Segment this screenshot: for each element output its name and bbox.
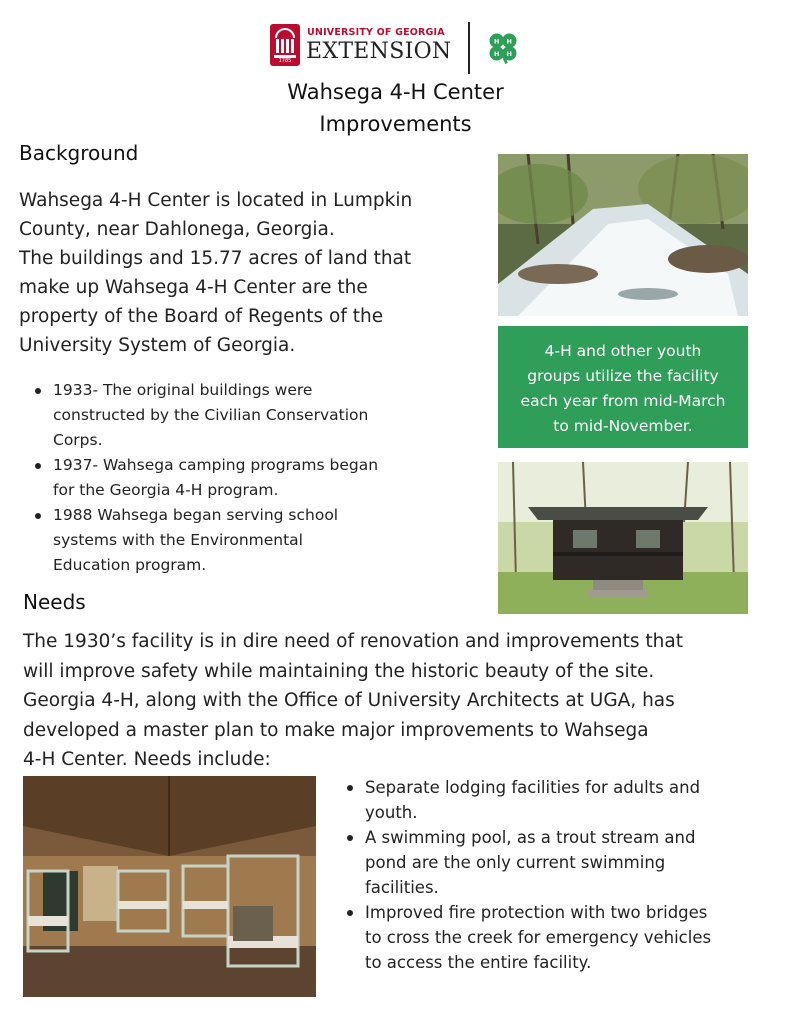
list-item: 1937- Wahsega camping programs began for the Georgia 4-H program. bbox=[29, 453, 469, 503]
callout-line: 4-H and other youth bbox=[544, 342, 702, 360]
university-label: UNIVERSITY OF GEORGIA bbox=[307, 27, 445, 38]
logo-divider bbox=[468, 22, 470, 74]
svg-text:H: H bbox=[506, 51, 512, 58]
callout-line: each year from mid-March bbox=[520, 392, 726, 410]
list-item: 1988 Wahsega began serving school systems with the Environmental Education program. bbox=[29, 503, 469, 578]
needs-heading: Needs bbox=[23, 590, 86, 614]
callout-box bbox=[498, 326, 748, 448]
text-line: developed a master plan to make major improvements to Wahsega bbox=[23, 719, 649, 741]
list-item: Separate lodging facilities for adults and youth. bbox=[341, 775, 781, 825]
extension-label: EXTENSION bbox=[306, 39, 452, 64]
text-line: property of the Board of Regents of the bbox=[19, 306, 384, 327]
title-line: Improvements bbox=[319, 112, 472, 136]
text-line: The 1930’s facility is in dire need of renovation and improvements that bbox=[23, 631, 684, 652]
text-line: will improve safety while maintaining the historic beauty of the site. bbox=[23, 660, 655, 682]
history-list bbox=[29, 378, 469, 578]
callout-line: to mid-November. bbox=[553, 417, 693, 435]
background-paragraph bbox=[19, 186, 489, 360]
stream-photo bbox=[498, 154, 748, 316]
callout-line: groups utilize the facility bbox=[527, 367, 719, 385]
svg-text:H: H bbox=[506, 38, 512, 46]
list-item: A swimming pool, as a trout stream and pond are the only current swimming facilities. bbox=[341, 825, 781, 900]
text-line: County, near Dahlonega, Georgia. bbox=[19, 219, 335, 240]
needs-list bbox=[341, 775, 781, 975]
svg-text:H: H bbox=[494, 38, 500, 46]
four-h-clover-icon bbox=[485, 29, 521, 65]
bunkroom-photo bbox=[23, 776, 316, 997]
svg-text:H: H bbox=[494, 51, 500, 58]
title-line: Wahsega 4-H Center bbox=[287, 80, 504, 104]
text-line: Wahsega 4-H Center is located in Lumpkin bbox=[19, 190, 413, 211]
page-title bbox=[0, 76, 791, 140]
text-line: University System of Georgia. bbox=[19, 335, 296, 356]
text-line: The buildings and 15.77 acres of land that bbox=[19, 248, 412, 269]
uga-extension-4h-logo bbox=[270, 22, 530, 74]
text-line: make up Wahsega 4-H Center are the bbox=[19, 277, 368, 298]
cabin-photo bbox=[498, 462, 748, 614]
background-heading: Background bbox=[19, 141, 139, 165]
list-item: Improved fire protection with two bridges to cross the creek for emergency vehicles to access the entire facility. bbox=[341, 900, 781, 975]
uga-arch-icon: 1785 bbox=[270, 24, 300, 66]
needs-paragraph bbox=[23, 627, 783, 775]
text-line: Georgia 4-H, along with the Office of University Architects at UGA, has bbox=[23, 690, 675, 711]
text-line: 4-H Center. Needs include: bbox=[23, 749, 271, 770]
list-item: 1933- The original buildings were constructed by the Civilian Conservation Corps. bbox=[29, 378, 469, 453]
